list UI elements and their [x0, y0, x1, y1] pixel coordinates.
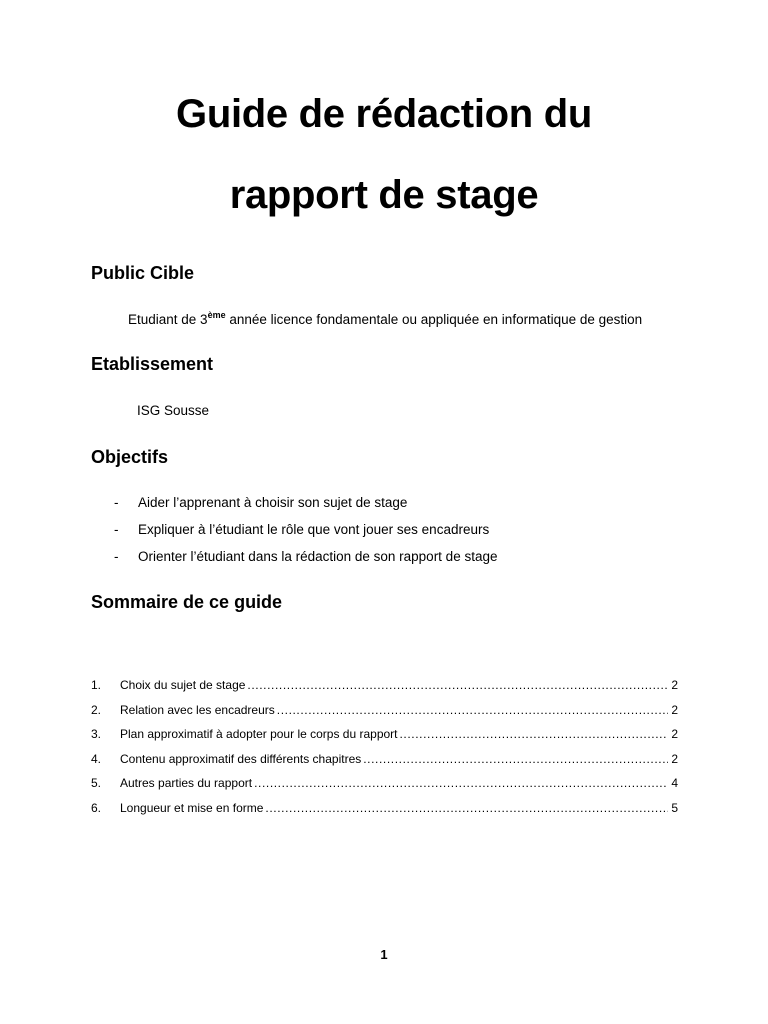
toc-leader-dots — [400, 725, 669, 743]
public-cible-text-end: année licence fondamentale ou appliquée en informatique de gestion — [225, 312, 643, 327]
objectif-text: Aider l’apprenant à choisir son sujet de stage — [138, 495, 408, 510]
objectif-text: Orienter l’étudiant dans la rédaction de son rapport de stage — [138, 549, 498, 564]
objectifs-heading: Objectifs — [91, 447, 169, 467]
toc-title[interactable]: Longueur et mise en forme — [120, 800, 264, 815]
toc-page-number: 5 — [671, 800, 678, 815]
toc-number: 1. — [91, 678, 102, 692]
toc-number: 4. — [91, 751, 102, 766]
objectif-text: Expliquer à l’étudiant le rôle que vont jouer ses encadreurs — [138, 522, 490, 537]
toc-leader-dots — [363, 750, 668, 768]
list-item — [114, 521, 497, 548]
toc-number: 3. — [91, 727, 102, 742]
public-cible-heading: Public Cible — [91, 263, 195, 283]
toc-entry[interactable] — [91, 725, 678, 750]
toc-leader-dots — [277, 701, 669, 719]
toc-entry[interactable] — [91, 774, 678, 799]
toc-page-number: 4 — [671, 776, 678, 791]
toc-title[interactable]: Autres parties du rapport — [120, 776, 253, 791]
toc-entry[interactable] — [91, 676, 678, 701]
toc-leader-dots — [254, 774, 668, 792]
toc-page-number: 2 — [671, 727, 678, 742]
bullet-dash: - — [114, 549, 119, 564]
list-item — [114, 548, 497, 575]
etablissement-text: ISG Sousse — [137, 403, 210, 418]
toc-number: 2. — [91, 702, 102, 717]
toc-page-number: 2 — [671, 678, 678, 692]
toc-leader-dots — [265, 799, 668, 817]
toc-title[interactable]: Contenu approximatif des différents chapitres — [120, 751, 362, 766]
toc-page-number: 2 — [671, 702, 678, 717]
document-title-line-1: Guide de rédaction du — [176, 92, 592, 136]
sommaire-heading: Sommaire de ce guide — [91, 592, 283, 612]
toc-number: 6. — [91, 800, 102, 815]
public-cible-text — [128, 311, 642, 329]
bullet-dash: - — [114, 495, 119, 510]
table-of-contents — [91, 676, 678, 824]
toc-title[interactable]: Relation avec les encadreurs — [120, 702, 275, 717]
toc-title[interactable]: Choix du sujet de stage — [120, 678, 246, 692]
toc-number: 5. — [91, 776, 102, 791]
document-title-line-2: rapport de stage — [229, 173, 539, 217]
page-number: 1 — [380, 947, 388, 962]
toc-entry[interactable] — [91, 750, 678, 775]
toc-title[interactable]: Plan approximatif à adopter pour le corps du rapport — [120, 727, 398, 742]
public-cible-text-start: Etudiant de 3 — [128, 312, 208, 327]
bullet-dash: - — [114, 522, 119, 537]
list-item — [114, 494, 497, 521]
toc-leader-dots — [247, 676, 668, 694]
toc-entry[interactable] — [91, 701, 678, 726]
toc-page-number: 2 — [671, 751, 678, 766]
objectifs-list — [114, 494, 497, 575]
public-cible-superscript: ème — [207, 310, 226, 320]
toc-entry[interactable] — [91, 799, 678, 824]
etablissement-heading: Etablissement — [91, 354, 214, 374]
